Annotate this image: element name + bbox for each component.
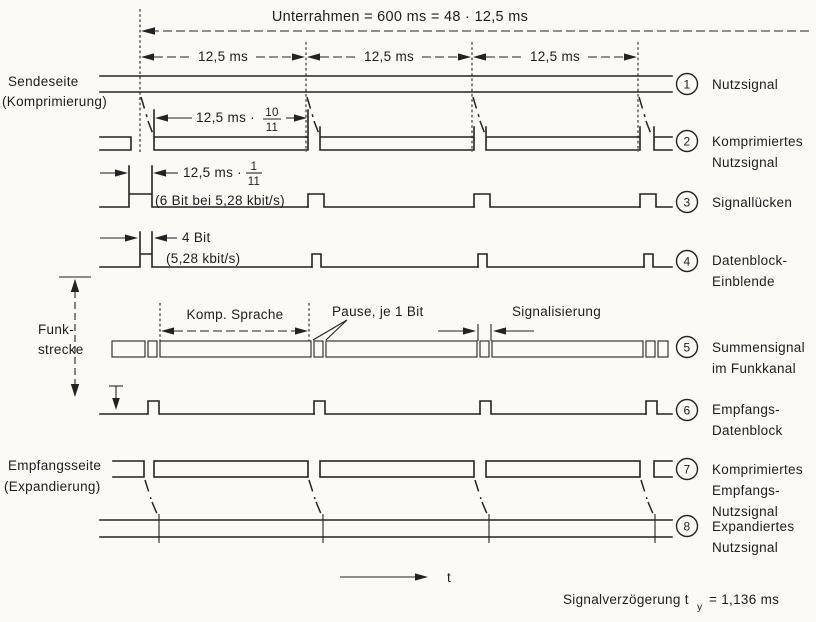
legend-6-line2: Datenblock [712,423,783,438]
legend-item-6 [677,400,783,439]
receiver-side-label [4,458,101,494]
signal-gap-dimension [100,161,285,208]
funkstrecke-span [38,277,91,397]
legend-item-2 [677,131,803,171]
sender-side-label [2,74,107,109]
comp-dim-prefix: 12,5 ms · [196,110,255,125]
signal-8-waveform [100,514,672,543]
frame-span-3-label: 12,5 ms [529,49,581,64]
legend-3-number: 3 [683,195,691,210]
legend-item-4 [677,251,788,290]
legend-1-line1: Nutzsignal [712,77,779,92]
legend-6-number: 6 [683,403,691,418]
receive-pointer-arrow [109,386,123,410]
legend-7-line2: Empfangs- [712,483,780,498]
time-axis [340,570,451,585]
sender-side-line1: Sendeseite [8,74,79,89]
legend-5-number: 5 [683,340,691,355]
legend-7-line3: Nutzsignal [712,504,779,519]
sender-side-line2: (Komprimierung) [2,94,108,109]
legend-7-number: 7 [683,462,691,477]
legend-4-number: 4 [683,254,691,269]
delay-prefix: Signalverzögerung t [563,592,689,607]
funkstrecke-line2: strecke [38,342,84,357]
gap-note: (6 Bit bei 5,28 kbit/s) [155,193,285,208]
legend-5-line1: Summensignal [712,340,805,355]
legend-7-line1: Komprimiertes [712,462,803,477]
time-axis-label: t [447,570,452,585]
gap-dim-numerator: 1 [250,161,258,173]
delay-value: = 1,136 ms [709,592,780,607]
delay-subscript: y [697,601,703,613]
compressed-frame-dimension [155,107,307,134]
signalisierung-label: Signalisierung [512,304,602,319]
legend-4-line2: Einblende [712,274,775,289]
legend-item-7 [677,459,803,520]
signal-5-waveform [112,341,668,357]
legend-6-line1: Empfangs- [712,402,780,417]
receiver-side-line1: Empfangsseite [8,458,102,473]
legend-item-8 [677,516,795,556]
frame-span-2-label: 12,5 ms [363,49,415,64]
comp-dim-denominator: 11 [265,122,279,134]
pause-label: Pause, je 1 Bit [332,304,424,319]
receiver-side-line2: (Expandierung) [4,479,101,494]
datablock-dim-label: 4 Bit [182,230,211,245]
legend-2-line1: Komprimiertes [712,134,803,149]
legend-5-line2: im Funkkanal [712,361,796,376]
legend-item-5 [677,337,805,377]
legend-1-number: 1 [683,77,691,92]
signal-1-waveform [100,76,672,92]
legend-8-line1: Expandiertes [712,519,795,534]
komp-sprache-dimension [160,303,309,341]
funkstrecke-line1: Funk- [38,322,75,337]
frame-dimensions-12-5ms [141,49,637,64]
legend-3-line1: Signallücken [712,195,793,210]
unterrahmen-label: Unterrahmen = 600 ms = 48 · 12,5 ms [271,9,529,25]
legend-8-number: 8 [683,519,691,534]
delay-note [563,592,779,613]
datablock-note: (5,28 kbit/s) [166,251,241,266]
signal-2-waveform [100,110,672,150]
legend-2-line2: Nutzsignal [712,155,779,170]
legend-item-3 [677,192,793,213]
comp-dim-numerator: 10 [265,107,279,119]
komp-sprache-label: Komp. Sprache [186,307,284,322]
legend-item-1 [677,74,779,95]
gap-dim-prefix: 12,5 ms · [183,165,242,180]
datablock-dimension [100,230,240,266]
signal-6-waveform [100,401,672,414]
frame-span-1-label: 12,5 ms [197,49,249,64]
gap-dim-denominator: 11 [247,176,261,188]
legend-8-line2: Nutzsignal [712,540,779,555]
pause-annotation [313,304,424,340]
signalisierung-annotation [438,304,601,341]
expansion-diagonals [145,480,654,516]
legend-4-line1: Datenblock- [712,253,788,268]
signal-7-waveform [113,461,672,477]
legend-2-number: 2 [683,134,691,149]
